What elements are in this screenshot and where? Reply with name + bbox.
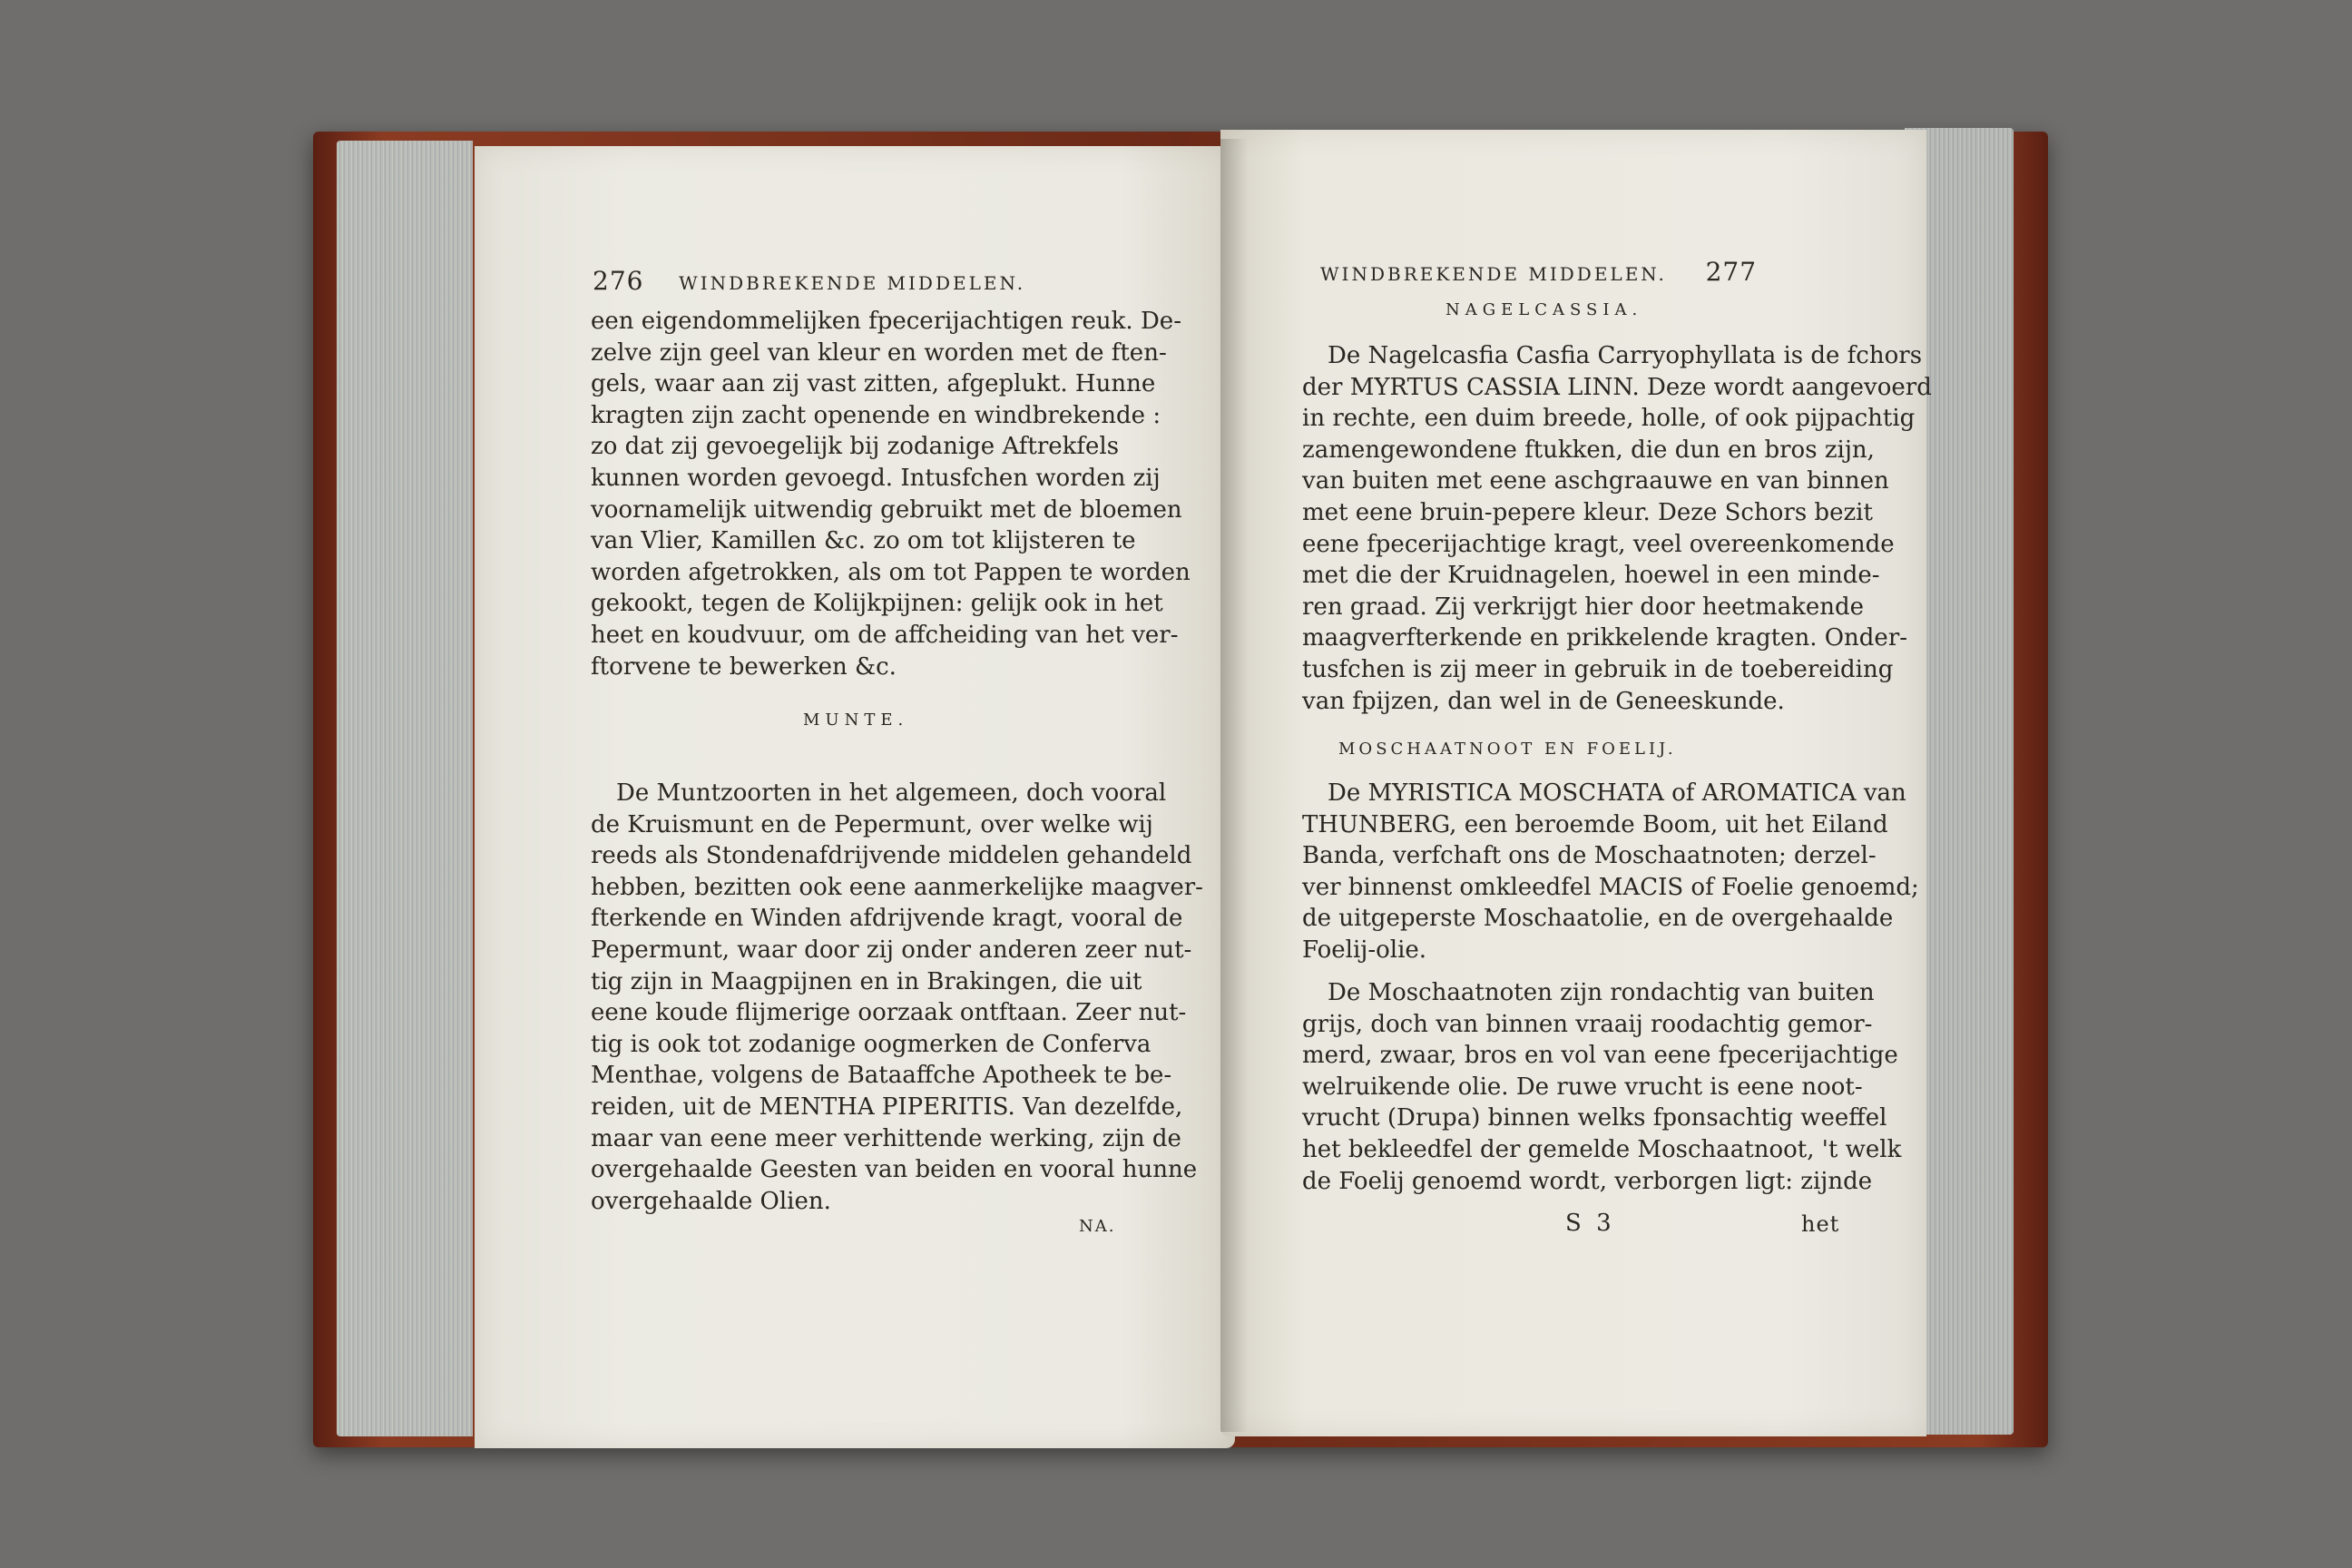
text-line: in rechte, een duim breede, holle, of ook pijpachtig [1302, 405, 1916, 433]
left-paragraph-2 [591, 778, 1203, 1217]
text-line: maar van eene meer verhittende werking, zijn de [591, 1124, 1181, 1152]
left-paragraph-1 [591, 306, 1191, 682]
text-line: van fpijzen, dan wel in de Geneeskunde. [1302, 687, 1785, 715]
text-line: overgehaalde Geesten van beiden en vooral hunne [591, 1156, 1198, 1184]
text-line: vrucht (Drupa) binnen welks fponsachtig weeffel [1302, 1104, 1887, 1132]
text-line: van Vlier, Kamillen &c. zo om tot klijsteren te [591, 527, 1136, 555]
page-edges-left [337, 141, 473, 1436]
text-line: eene fpecerijachtige kragt, veel overeenkomende [1302, 530, 1895, 558]
right-heading-moschaatnoot: MOSCHAATNOOT EN FOELIJ. [1338, 740, 1677, 759]
text-line: de Foelij genoemd wordt, verborgen ligt: zijnde [1302, 1167, 1873, 1195]
right-paragraph-3 [1302, 977, 1902, 1197]
open-book [313, 121, 2048, 1455]
text-line: De Moschaatnoten zijn rondachtig van buiten [1328, 979, 1875, 1006]
text-line: Pepermunt, waar door zij onder anderen zeer nut- [591, 936, 1192, 964]
right-running-head: WINDBREKENDE MIDDELEN. [1320, 263, 1667, 285]
text-line: De Nagelcasfia Casfia Carryophyllata is de fchors [1328, 342, 1923, 369]
text-line: de uitgeperste Moschaatolie, en de overgehaalde [1302, 905, 1894, 933]
text-line: van buiten met eene aschgraauwe en van binnen [1302, 467, 1889, 495]
left-page-number: 276 [593, 266, 644, 296]
text-line: reiden, uit de MENTHA PIPERITIS. Van dezelfde, [591, 1093, 1183, 1121]
text-line: maagverfterkende en prikkelende kragten. Onder- [1302, 624, 1908, 652]
text-line: welruikende olie. De ruwe vrucht is eene noot- [1302, 1073, 1863, 1101]
text-line: kragten zijn zacht openende en windbrekende : [591, 401, 1161, 429]
right-paragraph-1 [1302, 340, 1932, 717]
text-line: een eigendommelijken fpecerijachtigen reuk. De- [591, 308, 1181, 335]
text-line: zamengewondene ftukken, die dun en bros zijn, [1302, 436, 1875, 464]
text-line: hebben, bezitten ook eene aanmerkelijke maagver- [591, 873, 1203, 901]
text-line: met eene bruin-pepere kleur. Deze Schors bezit [1302, 498, 1873, 526]
text-line: zelve zijn geel van kleur en worden met de ften- [591, 338, 1167, 367]
text-line: reeds als Stondenafdrijvende middelen gehandeld [591, 842, 1192, 870]
right-page-header [1320, 257, 1757, 287]
text-line: THUNBERG, een beroemde Boom, uit het Eiland [1302, 810, 1888, 838]
text-line: Foelij-olie. [1302, 936, 1427, 964]
text-line: de Kruismunt en de Pepermunt, over welke wij [591, 810, 1153, 838]
text-line: grijs, doch van binnen vraaij roodachtig gemor- [1302, 1010, 1873, 1038]
right-catchword: het [1801, 1211, 1840, 1237]
right-page-number: 277 [1705, 257, 1758, 287]
text-line: ftorvene te bewerken &c. [591, 652, 897, 681]
text-line: der MYRTUS CASSIA LINN. Deze wordt aangevoerd [1302, 373, 1932, 401]
text-line: kunnen worden gevoegd. Intusfchen worden zij [591, 464, 1161, 492]
left-running-head: WINDBREKENDE MIDDELEN. [679, 272, 1026, 294]
text-line: gekookt, tegen de Kolijkpijnen: gelijk ook in het [591, 590, 1163, 618]
text-line: Menthae, volgens de Bataaffche Apotheek te be- [591, 1062, 1172, 1090]
left-page [475, 146, 1235, 1448]
text-line: eene koude flijmerige oorzaak ontftaan. Zeer nut- [591, 999, 1187, 1027]
text-line: ren graad. Zij verkrijgt hier door heetmakende [1302, 593, 1865, 621]
text-line: overgehaalde Olien. [591, 1187, 831, 1215]
text-line: De MYRISTICA MOSCHATA of AROMATICA van [1328, 779, 1906, 807]
right-signature-mark: S 3 [1565, 1210, 1615, 1237]
left-catchword: NA. [1079, 1217, 1116, 1236]
text-line: fterkende en Winden afdrijvende kragt, vooral de [591, 905, 1183, 933]
text-line: gels, waar aan zij vast zitten, afgeplukt. Hunne [591, 370, 1156, 398]
text-line: merd, zwaar, bros en vol van eene fpecerijachtige [1302, 1042, 1898, 1070]
right-heading-nagelcassia: NAGELCASSIA. [1446, 300, 1643, 319]
text-line: heet en koudvuur, om de affcheiding van het ver- [591, 621, 1179, 649]
text-line: het bekleedfel der gemelde Moschaatnoot, 't welk [1302, 1135, 1902, 1163]
right-paragraph-2 [1302, 778, 1919, 966]
text-line: zo dat zij gevoegelijk bij zodanige Aftrekfels [591, 433, 1120, 461]
text-line: tusfchen is zij meer in gebruik in de toebereiding [1302, 655, 1894, 683]
text-line: ver binnenst omkleedfel MACIS of Foelie genoemd; [1302, 873, 1919, 901]
left-page-header [593, 266, 1025, 296]
text-line: worden afgetrokken, als om tot Pappen te worden [591, 558, 1191, 586]
text-line: voornamelijk uitwendig gebruikt met de bloemen [591, 495, 1182, 524]
right-page [1220, 130, 1932, 1436]
left-heading-munte: MUNTE. [803, 710, 909, 730]
text-line: Banda, verfchaft ons de Moschaatnoten; derzel- [1302, 842, 1877, 870]
text-line: tig is ook tot zodanige oogmerken de Conferva [591, 1030, 1152, 1058]
text-line: tig zijn in Maagpijnen en in Brakingen, die uit [591, 967, 1142, 995]
text-line: De Muntzoorten in het algemeen, doch vooral [616, 779, 1167, 807]
text-line: met die der Kruidnagelen, hoewel in een minde- [1302, 562, 1880, 590]
book-gutter-shadow [1220, 139, 1248, 1432]
